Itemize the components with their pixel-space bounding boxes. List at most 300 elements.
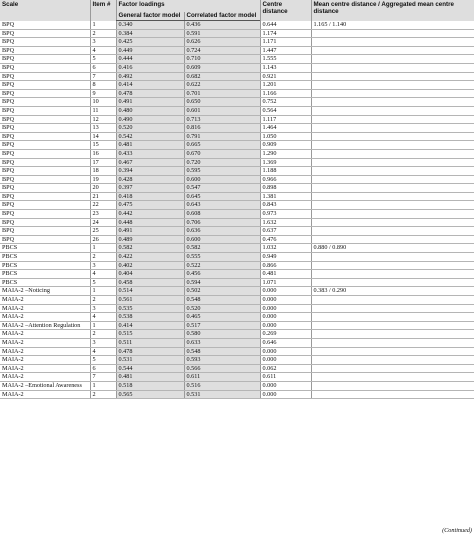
cell-mean-centre-distance <box>311 38 474 47</box>
cell-general-loading: 0.511 <box>116 338 184 347</box>
table-row <box>0 184 474 193</box>
cell-correlated-loading: 0.591 <box>184 29 260 38</box>
cell-mean-centre-distance <box>311 356 474 365</box>
cell-scale: MAIA-2 <box>0 330 90 339</box>
cell-mean-centre-distance <box>311 167 474 176</box>
cell-centre-distance: 0.866 <box>260 261 311 270</box>
table-row <box>0 330 474 339</box>
cell-general-loading: 0.414 <box>116 321 184 330</box>
cell-correlated-loading: 0.595 <box>184 167 260 176</box>
cell-general-loading: 0.418 <box>116 192 184 201</box>
cell-centre-distance: 1.188 <box>260 167 311 176</box>
cell-mean-centre-distance <box>311 338 474 347</box>
cell-general-loading: 0.428 <box>116 175 184 184</box>
cell-item: 5 <box>90 55 116 64</box>
cell-general-loading: 0.544 <box>116 364 184 373</box>
cell-scale: MAIA-2 <box>0 304 90 313</box>
header-general-factor: General factor model <box>116 12 184 21</box>
cell-centre-distance: 1.555 <box>260 55 311 64</box>
cell-correlated-loading: 0.701 <box>184 89 260 98</box>
cell-general-loading: 0.531 <box>116 356 184 365</box>
cell-mean-centre-distance <box>311 321 474 330</box>
cell-correlated-loading: 0.670 <box>184 149 260 158</box>
cell-centre-distance: 1.201 <box>260 81 311 90</box>
cell-general-loading: 0.467 <box>116 158 184 167</box>
table-row <box>0 46 474 55</box>
cell-general-loading: 0.480 <box>116 106 184 115</box>
cell-mean-centre-distance <box>311 46 474 55</box>
cell-item: 20 <box>90 184 116 193</box>
cell-mean-centre-distance <box>311 261 474 270</box>
cell-scale: BPQ <box>0 115 90 124</box>
cell-centre-distance: 1.143 <box>260 63 311 72</box>
table-row <box>0 270 474 279</box>
header-centre-distance: Centre distance <box>260 0 311 21</box>
cell-correlated-loading: 0.502 <box>184 287 260 296</box>
cell-general-loading: 0.448 <box>116 218 184 227</box>
cell-general-loading: 0.444 <box>116 55 184 64</box>
cell-correlated-loading: 0.548 <box>184 296 260 305</box>
cell-general-loading: 0.538 <box>116 313 184 322</box>
cell-centre-distance: 0.000 <box>260 296 311 305</box>
table-row <box>0 167 474 176</box>
table-row <box>0 227 474 236</box>
cell-correlated-loading: 0.622 <box>184 81 260 90</box>
cell-centre-distance: 0.909 <box>260 141 311 150</box>
cell-general-loading: 0.442 <box>116 210 184 219</box>
table-row <box>0 253 474 262</box>
cell-general-loading: 0.481 <box>116 141 184 150</box>
cell-item: 1 <box>90 381 116 390</box>
table-row <box>0 149 474 158</box>
table-row <box>0 158 474 167</box>
table-row <box>0 261 474 270</box>
cell-item: 4 <box>90 313 116 322</box>
cell-mean-centre-distance <box>311 98 474 107</box>
cell-correlated-loading: 0.713 <box>184 115 260 124</box>
cell-centre-distance: 1.166 <box>260 89 311 98</box>
cell-mean-centre-distance <box>311 253 474 262</box>
cell-correlated-loading: 0.611 <box>184 373 260 382</box>
header-item: Item # <box>90 0 116 21</box>
cell-centre-distance: 0.644 <box>260 21 311 30</box>
header-correlated-factor: Correlated factor model <box>184 12 260 21</box>
cell-scale: BPQ <box>0 235 90 244</box>
cell-correlated-loading: 0.710 <box>184 55 260 64</box>
table-row <box>0 390 474 399</box>
cell-correlated-loading: 0.682 <box>184 72 260 81</box>
table-row <box>0 38 474 47</box>
cell-general-loading: 0.394 <box>116 167 184 176</box>
cell-item: 10 <box>90 98 116 107</box>
cell-centre-distance: 1.447 <box>260 46 311 55</box>
cell-scale: MAIA-2 <box>0 390 90 399</box>
table-row <box>0 63 474 72</box>
cell-centre-distance: 0.000 <box>260 313 311 322</box>
cell-centre-distance: 1.174 <box>260 29 311 38</box>
cell-item: 3 <box>90 38 116 47</box>
cell-centre-distance: 0.062 <box>260 364 311 373</box>
cell-mean-centre-distance: 0.383 / 0.290 <box>311 287 474 296</box>
cell-mean-centre-distance <box>311 218 474 227</box>
cell-centre-distance: 0.000 <box>260 381 311 390</box>
cell-general-loading: 0.515 <box>116 330 184 339</box>
cell-correlated-loading: 0.608 <box>184 210 260 219</box>
header-scale: Scale <box>0 0 90 21</box>
cell-scale: BPQ <box>0 210 90 219</box>
cell-mean-centre-distance <box>311 124 474 133</box>
cell-item: 4 <box>90 347 116 356</box>
cell-mean-centre-distance <box>311 72 474 81</box>
cell-centre-distance: 1.369 <box>260 158 311 167</box>
table-row <box>0 55 474 64</box>
cell-scale: BPQ <box>0 149 90 158</box>
cell-mean-centre-distance <box>311 201 474 210</box>
cell-correlated-loading: 0.520 <box>184 304 260 313</box>
cell-scale: MAIA-2 –Emotional Awareness <box>0 381 90 390</box>
cell-correlated-loading: 0.516 <box>184 381 260 390</box>
cell-general-loading: 0.520 <box>116 124 184 133</box>
cell-general-loading: 0.490 <box>116 115 184 124</box>
table-row <box>0 356 474 365</box>
table-row <box>0 218 474 227</box>
table-row <box>0 381 474 390</box>
cell-scale: MAIA-2 –Noticing <box>0 287 90 296</box>
cell-general-loading: 0.561 <box>116 296 184 305</box>
cell-mean-centre-distance <box>311 330 474 339</box>
cell-general-loading: 0.414 <box>116 81 184 90</box>
cell-centre-distance: 0.000 <box>260 356 311 365</box>
cell-scale: BPQ <box>0 201 90 210</box>
cell-mean-centre-distance <box>311 89 474 98</box>
cell-centre-distance: 0.611 <box>260 373 311 382</box>
table-row <box>0 321 474 330</box>
cell-scale: BPQ <box>0 81 90 90</box>
table-row <box>0 201 474 210</box>
header-mean-centre-distance: Mean centre distance / Aggregated mean centre distance <box>311 0 474 21</box>
cell-general-loading: 0.402 <box>116 261 184 270</box>
cell-centre-distance: 0.481 <box>260 270 311 279</box>
cell-correlated-loading: 0.582 <box>184 244 260 253</box>
cell-correlated-loading: 0.436 <box>184 21 260 30</box>
cell-scale: PBCS <box>0 261 90 270</box>
cell-item: 17 <box>90 158 116 167</box>
table-row <box>0 373 474 382</box>
cell-item: 15 <box>90 141 116 150</box>
cell-item: 1 <box>90 321 116 330</box>
cell-correlated-loading: 0.601 <box>184 106 260 115</box>
cell-item: 13 <box>90 124 116 133</box>
cell-scale: MAIA-2 <box>0 338 90 347</box>
table-row <box>0 287 474 296</box>
cell-general-loading: 0.489 <box>116 235 184 244</box>
cell-general-loading: 0.422 <box>116 253 184 262</box>
table-row <box>0 115 474 124</box>
cell-item: 3 <box>90 261 116 270</box>
cell-scale: BPQ <box>0 72 90 81</box>
cell-mean-centre-distance <box>311 106 474 115</box>
cell-item: 1 <box>90 21 116 30</box>
cell-centre-distance: 0.973 <box>260 210 311 219</box>
cell-correlated-loading: 0.594 <box>184 278 260 287</box>
cell-centre-distance: 0.843 <box>260 201 311 210</box>
cell-centre-distance: 1.071 <box>260 278 311 287</box>
cell-scale: MAIA-2 –Attention Regulation <box>0 321 90 330</box>
cell-general-loading: 0.416 <box>116 63 184 72</box>
cell-item: 8 <box>90 81 116 90</box>
cell-general-loading: 0.384 <box>116 29 184 38</box>
cell-scale: BPQ <box>0 21 90 30</box>
table-header <box>0 0 474 21</box>
cell-mean-centre-distance <box>311 313 474 322</box>
table-row <box>0 278 474 287</box>
cell-scale: BPQ <box>0 124 90 133</box>
cell-scale: MAIA-2 <box>0 313 90 322</box>
cell-correlated-loading: 0.650 <box>184 98 260 107</box>
cell-mean-centre-distance <box>311 235 474 244</box>
cell-item: 22 <box>90 201 116 210</box>
cell-centre-distance: 0.000 <box>260 347 311 356</box>
cell-item: 19 <box>90 175 116 184</box>
cell-scale: BPQ <box>0 98 90 107</box>
cell-correlated-loading: 0.522 <box>184 261 260 270</box>
cell-item: 3 <box>90 338 116 347</box>
cell-correlated-loading: 0.609 <box>184 63 260 72</box>
cell-scale: BPQ <box>0 227 90 236</box>
table-row <box>0 364 474 373</box>
cell-correlated-loading: 0.465 <box>184 313 260 322</box>
cell-general-loading: 0.492 <box>116 72 184 81</box>
cell-item: 2 <box>90 253 116 262</box>
cell-scale: PBCS <box>0 253 90 262</box>
table-row <box>0 244 474 253</box>
cell-scale: BPQ <box>0 218 90 227</box>
cell-mean-centre-distance <box>311 364 474 373</box>
table-row <box>0 81 474 90</box>
cell-correlated-loading: 0.643 <box>184 201 260 210</box>
table-row <box>0 192 474 201</box>
cell-item: 2 <box>90 296 116 305</box>
continued-label: (Continued) <box>442 527 472 534</box>
table-body <box>0 21 474 399</box>
cell-mean-centre-distance: 0.880 / 0.890 <box>311 244 474 253</box>
cell-mean-centre-distance <box>311 347 474 356</box>
cell-centre-distance: 0.000 <box>260 287 311 296</box>
cell-centre-distance: 1.381 <box>260 192 311 201</box>
cell-correlated-loading: 0.593 <box>184 356 260 365</box>
table-row <box>0 89 474 98</box>
cell-scale: MAIA-2 <box>0 296 90 305</box>
cell-correlated-loading: 0.517 <box>184 321 260 330</box>
cell-item: 1 <box>90 244 116 253</box>
cell-centre-distance: 1.050 <box>260 132 311 141</box>
cell-scale: BPQ <box>0 175 90 184</box>
cell-centre-distance: 0.269 <box>260 330 311 339</box>
cell-scale: BPQ <box>0 158 90 167</box>
cell-scale: BPQ <box>0 106 90 115</box>
cell-centre-distance: 1.117 <box>260 115 311 124</box>
cell-general-loading: 0.565 <box>116 390 184 399</box>
cell-scale: PBCS <box>0 270 90 279</box>
cell-mean-centre-distance <box>311 296 474 305</box>
cell-scale: BPQ <box>0 132 90 141</box>
cell-scale: BPQ <box>0 184 90 193</box>
cell-correlated-loading: 0.791 <box>184 132 260 141</box>
cell-centre-distance: 0.000 <box>260 390 311 399</box>
cell-item: 1 <box>90 287 116 296</box>
cell-scale: BPQ <box>0 192 90 201</box>
table-row <box>0 141 474 150</box>
cell-item: 12 <box>90 115 116 124</box>
cell-mean-centre-distance <box>311 192 474 201</box>
cell-item: 23 <box>90 210 116 219</box>
cell-general-loading: 0.478 <box>116 89 184 98</box>
cell-scale: BPQ <box>0 29 90 38</box>
cell-centre-distance: 0.898 <box>260 184 311 193</box>
cell-item: 5 <box>90 278 116 287</box>
cell-mean-centre-distance <box>311 270 474 279</box>
cell-centre-distance: 0.949 <box>260 253 311 262</box>
table-row <box>0 29 474 38</box>
cell-scale: BPQ <box>0 46 90 55</box>
cell-general-loading: 0.514 <box>116 287 184 296</box>
cell-scale: MAIA-2 <box>0 373 90 382</box>
cell-centre-distance: 0.752 <box>260 98 311 107</box>
cell-scale: MAIA-2 <box>0 347 90 356</box>
cell-general-loading: 0.475 <box>116 201 184 210</box>
cell-item: 6 <box>90 63 116 72</box>
cell-general-loading: 0.491 <box>116 227 184 236</box>
cell-general-loading: 0.340 <box>116 21 184 30</box>
cell-item: 18 <box>90 167 116 176</box>
cell-general-loading: 0.582 <box>116 244 184 253</box>
cell-correlated-loading: 0.816 <box>184 124 260 133</box>
cell-centre-distance: 1.171 <box>260 38 311 47</box>
cell-scale: BPQ <box>0 38 90 47</box>
cell-general-loading: 0.433 <box>116 149 184 158</box>
cell-item: 21 <box>90 192 116 201</box>
cell-correlated-loading: 0.548 <box>184 347 260 356</box>
cell-correlated-loading: 0.626 <box>184 38 260 47</box>
cell-item: 24 <box>90 218 116 227</box>
table-row <box>0 175 474 184</box>
table-row <box>0 235 474 244</box>
cell-correlated-loading: 0.720 <box>184 158 260 167</box>
cell-scale: MAIA-2 <box>0 364 90 373</box>
cell-item: 4 <box>90 270 116 279</box>
cell-centre-distance: 0.000 <box>260 321 311 330</box>
table-row <box>0 347 474 356</box>
cell-item: 4 <box>90 46 116 55</box>
cell-general-loading: 0.397 <box>116 184 184 193</box>
cell-mean-centre-distance <box>311 55 474 64</box>
cell-scale: BPQ <box>0 89 90 98</box>
cell-correlated-loading: 0.724 <box>184 46 260 55</box>
cell-general-loading: 0.425 <box>116 38 184 47</box>
cell-centre-distance: 0.921 <box>260 72 311 81</box>
cell-general-loading: 0.535 <box>116 304 184 313</box>
cell-correlated-loading: 0.600 <box>184 235 260 244</box>
cell-general-loading: 0.404 <box>116 270 184 279</box>
table-row <box>0 21 474 30</box>
cell-mean-centre-distance <box>311 115 474 124</box>
table-row <box>0 132 474 141</box>
cell-centre-distance: 0.637 <box>260 227 311 236</box>
cell-mean-centre-distance <box>311 158 474 167</box>
cell-correlated-loading: 0.555 <box>184 253 260 262</box>
cell-item: 3 <box>90 304 116 313</box>
cell-item: 14 <box>90 132 116 141</box>
cell-mean-centre-distance <box>311 381 474 390</box>
table-row <box>0 296 474 305</box>
cell-centre-distance: 0.646 <box>260 338 311 347</box>
cell-mean-centre-distance <box>311 63 474 72</box>
table-row <box>0 124 474 133</box>
cell-scale: PBCS <box>0 244 90 253</box>
cell-general-loading: 0.491 <box>116 98 184 107</box>
cell-mean-centre-distance <box>311 81 474 90</box>
cell-item: 2 <box>90 29 116 38</box>
cell-general-loading: 0.481 <box>116 373 184 382</box>
cell-mean-centre-distance <box>311 304 474 313</box>
cell-correlated-loading: 0.566 <box>184 364 260 373</box>
table-row <box>0 210 474 219</box>
cell-correlated-loading: 0.547 <box>184 184 260 193</box>
cell-centre-distance: 0.966 <box>260 175 311 184</box>
cell-centre-distance: 1.032 <box>260 244 311 253</box>
cell-mean-centre-distance <box>311 373 474 382</box>
cell-item: 11 <box>90 106 116 115</box>
cell-mean-centre-distance <box>311 210 474 219</box>
table-row <box>0 338 474 347</box>
table-row <box>0 72 474 81</box>
cell-general-loading: 0.542 <box>116 132 184 141</box>
cell-correlated-loading: 0.636 <box>184 227 260 236</box>
cell-scale: BPQ <box>0 141 90 150</box>
cell-mean-centre-distance <box>311 175 474 184</box>
cell-item: 7 <box>90 373 116 382</box>
cell-mean-centre-distance <box>311 141 474 150</box>
cell-mean-centre-distance <box>311 390 474 399</box>
cell-item: 2 <box>90 330 116 339</box>
cell-general-loading: 0.449 <box>116 46 184 55</box>
cell-correlated-loading: 0.645 <box>184 192 260 201</box>
cell-item: 9 <box>90 89 116 98</box>
cell-mean-centre-distance <box>311 29 474 38</box>
cell-correlated-loading: 0.665 <box>184 141 260 150</box>
header-factor-loadings: Factor loadings <box>116 0 260 12</box>
cell-item: 16 <box>90 149 116 158</box>
cell-scale: BPQ <box>0 55 90 64</box>
cell-centre-distance: 0.000 <box>260 304 311 313</box>
cell-correlated-loading: 0.531 <box>184 390 260 399</box>
cell-centre-distance: 1.632 <box>260 218 311 227</box>
cell-correlated-loading: 0.600 <box>184 175 260 184</box>
cell-item: 26 <box>90 235 116 244</box>
cell-item: 5 <box>90 356 116 365</box>
cell-centre-distance: 1.464 <box>260 124 311 133</box>
cell-mean-centre-distance <box>311 184 474 193</box>
cell-item: 25 <box>90 227 116 236</box>
cell-scale: BPQ <box>0 63 90 72</box>
cell-correlated-loading: 0.580 <box>184 330 260 339</box>
cell-mean-centre-distance <box>311 278 474 287</box>
table-row <box>0 106 474 115</box>
cell-mean-centre-distance <box>311 227 474 236</box>
cell-general-loading: 0.478 <box>116 347 184 356</box>
cell-item: 7 <box>90 72 116 81</box>
cell-centre-distance: 0.476 <box>260 235 311 244</box>
